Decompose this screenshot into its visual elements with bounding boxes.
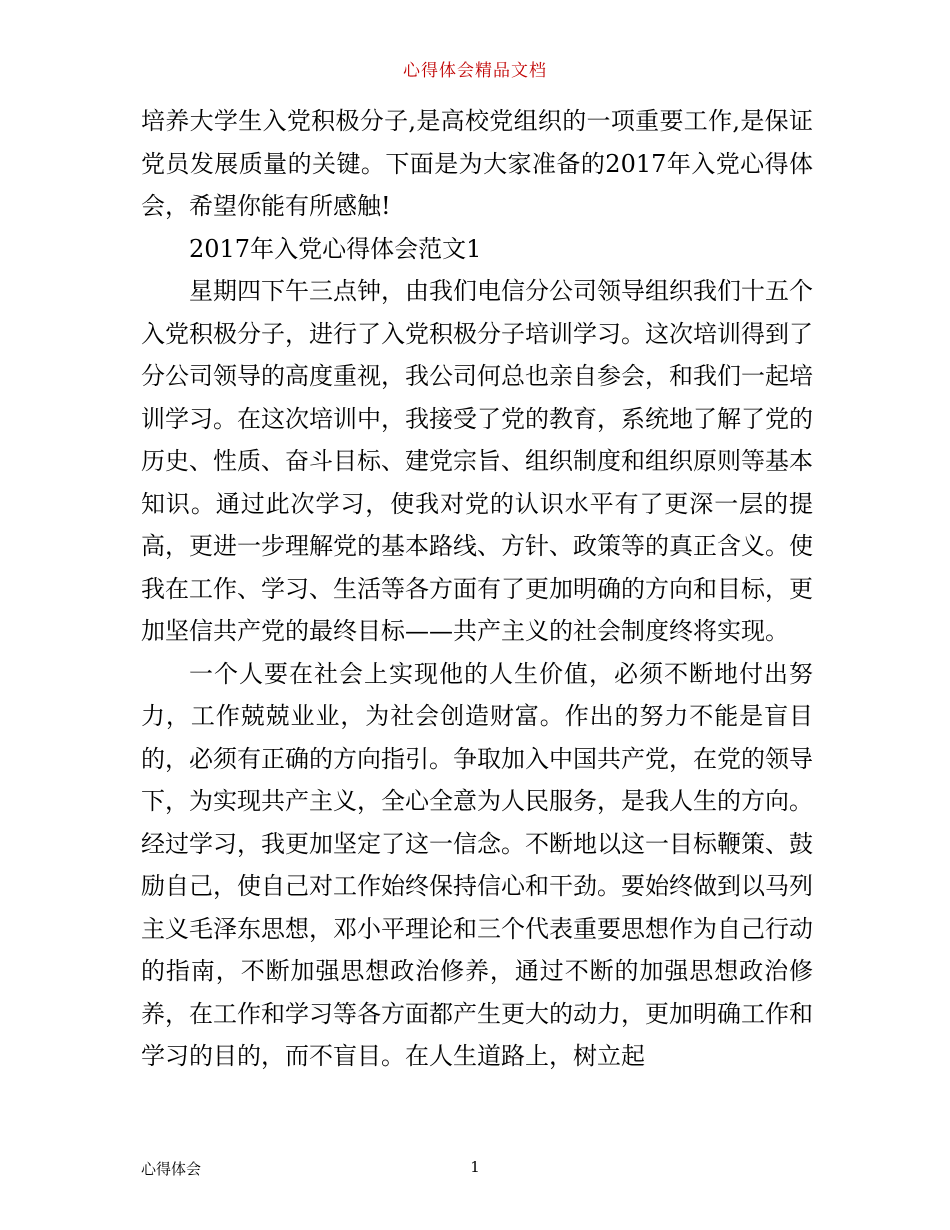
page-number: 1: [470, 1158, 480, 1176]
body-paragraph-2: 一个人要在社会上实现他的人生价值，必须不断地付出努力，工作兢兢业业，为社会创造财富。作出的努力不能是盲目的，必须有正确的方向指引。争取加入中国共产党，在党的领导下，为实现共产主义，全心全意为人民服务，是我人生的方向。经过学习，我更加坚定了这一信念。不断地以这一目标鞭策、鼓励自己，使自己对工作始终保持信心和干劲。要始终做到以马列主义毛泽东思想，邓小平理论和三个代表重要思想作为自己行动的指南，不断加强思想政治修养，通过不断的加强思想政治修养，在工作和学习等各方面都产生更大的动力，更加明确工作和学习的目的，而不盲目。在人生道路上，树立起: [141, 659, 813, 1070]
section-heading: 2017年入党心得体会范文1: [189, 234, 482, 263]
footer-label: 心得体会: [141, 1160, 202, 1178]
body-paragraph-1: 星期四下午三点钟，由我们电信分公司领导组织我们十五个入党积极分子，进行了入党积极分子培训学习。这次培训得到了分公司领导的高度重视，我公司何总也亲自参会，和我们一起培训学习。在这次培训中，我接受了党的教育，系统地了解了党的历史、性质、奋斗目标、建党宗旨、组织制度和组织原则等基本知识。通过此次学习，使我对党的认识水平有了更深一层的提高，更进一步理解党的基本路线、方针、政策等的真正含义。使我在工作、学习、生活等各方面有了更加明确的方向和目标，更加坚信共产党的最终目标——共产主义的社会制度终将实现。: [141, 277, 813, 645]
page-header-title: 心得体会精品文档: [403, 61, 547, 81]
document-body: [141, 100, 813, 1078]
intro-paragraph: 培养大学生入党积极分子,是高校党组织的一项重要工作,是保证党员发展质量的关键。下面是为大家准备的2017年入党心得体会，希望你能有所感触!: [141, 107, 813, 220]
